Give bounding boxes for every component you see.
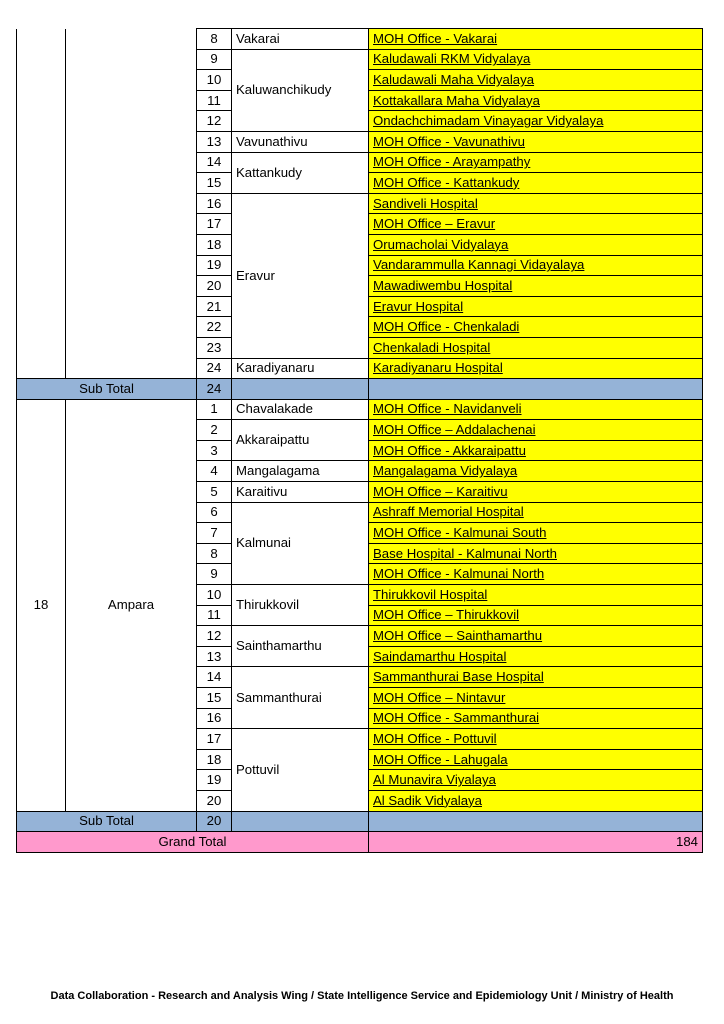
row-number: 9: [197, 564, 232, 585]
district-name-cell: [66, 29, 197, 379]
grand-total-label: Grand Total: [17, 832, 369, 853]
row-number: 1: [197, 399, 232, 420]
center-name: MOH Office - Kalmunai North: [369, 564, 703, 585]
page-footer: Data Collaboration - Research and Analysis Wing / State Intelligence Service and Epidemiology Unit / Ministry of Health: [50, 990, 674, 1002]
row-number: 23: [197, 337, 232, 358]
center-name: Al Sadik Vidyalaya: [369, 790, 703, 811]
center-name: MOH Office - Kattankudy: [369, 173, 703, 194]
row-number: 13: [197, 131, 232, 152]
row-number: 13: [197, 646, 232, 667]
center-name: MOH Office – Karaitivu: [369, 482, 703, 503]
center-name: Thirukkovil Hospital: [369, 585, 703, 606]
row-number: 17: [197, 729, 232, 750]
center-name: Base Hospital - Kalmunai North: [369, 543, 703, 564]
center-name: MOH Office – Nintavur: [369, 688, 703, 709]
row-number: 12: [197, 111, 232, 132]
district-name-cell: Ampara: [66, 399, 197, 811]
district-no-cell: 18: [17, 399, 66, 811]
moh-area: Vakarai: [232, 29, 369, 50]
row-number: 6: [197, 502, 232, 523]
subtotal-empty: [232, 379, 369, 400]
subtotal-empty: [369, 379, 703, 400]
center-name: Mangalagama Vidyalaya: [369, 461, 703, 482]
center-name: Ashraff Memorial Hospital: [369, 502, 703, 523]
row-number: 5: [197, 482, 232, 503]
moh-area: Eravur: [232, 193, 369, 358]
row-number: 15: [197, 688, 232, 709]
center-name: Mawadiwembu Hospital: [369, 276, 703, 297]
center-name: MOH Office - Akkaraipattu: [369, 440, 703, 461]
row-number: 16: [197, 708, 232, 729]
center-name: Al Munavira Viyalaya: [369, 770, 703, 791]
center-name: MOH Office - Lahugala: [369, 749, 703, 770]
moh-area: Vavunathivu: [232, 131, 369, 152]
row-number: 2: [197, 420, 232, 441]
center-name: MOH Office – Eravur: [369, 214, 703, 235]
center-name: Ondachchimadam Vinayagar Vidyalaya: [369, 111, 703, 132]
row-number: 8: [197, 543, 232, 564]
row-number: 10: [197, 585, 232, 606]
center-name: Saindamarthu Hospital: [369, 646, 703, 667]
row-number: 17: [197, 214, 232, 235]
subtotal-label: Sub Total: [17, 811, 197, 832]
moh-area: Mangalagama: [232, 461, 369, 482]
center-name: Eravur Hospital: [369, 296, 703, 317]
moh-area: Thirukkovil: [232, 585, 369, 626]
row-number: 9: [197, 49, 232, 70]
row-number: 20: [197, 790, 232, 811]
grand-total-value: 184: [369, 832, 703, 853]
center-name: MOH Office – Thirukkovil: [369, 605, 703, 626]
row-number: 7: [197, 523, 232, 544]
moh-area: Sammanthurai: [232, 667, 369, 729]
moh-area: Akkaraipattu: [232, 420, 369, 461]
center-name: MOH Office – Addalachenai: [369, 420, 703, 441]
grand-total-row: [17, 832, 703, 853]
vaccination-centers-table: [16, 28, 703, 853]
center-name: Sammanthurai Base Hospital: [369, 667, 703, 688]
subtotal-value: 20: [197, 811, 232, 832]
center-name: Kaludawali Maha Vidyalaya: [369, 70, 703, 91]
center-name: MOH Office - Vavunathivu: [369, 131, 703, 152]
center-name: Sandiveli Hospital: [369, 193, 703, 214]
row-number: 22: [197, 317, 232, 338]
row-number: 20: [197, 276, 232, 297]
center-name: MOH Office – Sainthamarthu: [369, 626, 703, 647]
row-number: 18: [197, 234, 232, 255]
table-row: [17, 399, 703, 420]
moh-area: Kalmunai: [232, 502, 369, 584]
subtotal-label: Sub Total: [17, 379, 197, 400]
row-number: 18: [197, 749, 232, 770]
row-number: 8: [197, 29, 232, 50]
moh-area: Pottuvil: [232, 729, 369, 811]
center-name: Karadiyanaru Hospital: [369, 358, 703, 379]
center-name: Kottakallara Maha Vidyalaya: [369, 90, 703, 111]
row-number: 16: [197, 193, 232, 214]
row-number: 3: [197, 440, 232, 461]
subtotal-value: 24: [197, 379, 232, 400]
center-name: Orumacholai Vidyalaya: [369, 234, 703, 255]
row-number: 19: [197, 255, 232, 276]
row-number: 14: [197, 667, 232, 688]
row-number: 24: [197, 358, 232, 379]
row-number: 14: [197, 152, 232, 173]
row-number: 11: [197, 605, 232, 626]
moh-area: Chavalakade: [232, 399, 369, 420]
center-name: MOH Office - Vakarai: [369, 29, 703, 50]
row-number: 10: [197, 70, 232, 91]
subtotal-empty: [369, 811, 703, 832]
center-name: MOH Office - Kalmunai South: [369, 523, 703, 544]
center-name: MOH Office - Navidanveli: [369, 399, 703, 420]
row-number: 21: [197, 296, 232, 317]
subtotal-row: [17, 379, 703, 400]
moh-area: Kattankudy: [232, 152, 369, 193]
subtotal-row: [17, 811, 703, 832]
row-number: 11: [197, 90, 232, 111]
center-name: Vandarammulla Kannagi Vidayalaya: [369, 255, 703, 276]
row-number: 15: [197, 173, 232, 194]
moh-area: Sainthamarthu: [232, 626, 369, 667]
center-name: Chenkaladi Hospital: [369, 337, 703, 358]
center-name: MOH Office - Sammanthurai: [369, 708, 703, 729]
moh-area: Karadiyanaru: [232, 358, 369, 379]
center-name: MOH Office - Arayampathy: [369, 152, 703, 173]
moh-area: Kaluwanchikudy: [232, 49, 369, 131]
row-number: 4: [197, 461, 232, 482]
center-name: MOH Office - Chenkaladi: [369, 317, 703, 338]
center-name: MOH Office - Pottuvil: [369, 729, 703, 750]
row-number: 12: [197, 626, 232, 647]
moh-area: Karaitivu: [232, 482, 369, 503]
table-row: [17, 29, 703, 50]
district-no-cell: [17, 29, 66, 379]
center-name: Kaludawali RKM Vidyalaya: [369, 49, 703, 70]
subtotal-empty: [232, 811, 369, 832]
row-number: 19: [197, 770, 232, 791]
